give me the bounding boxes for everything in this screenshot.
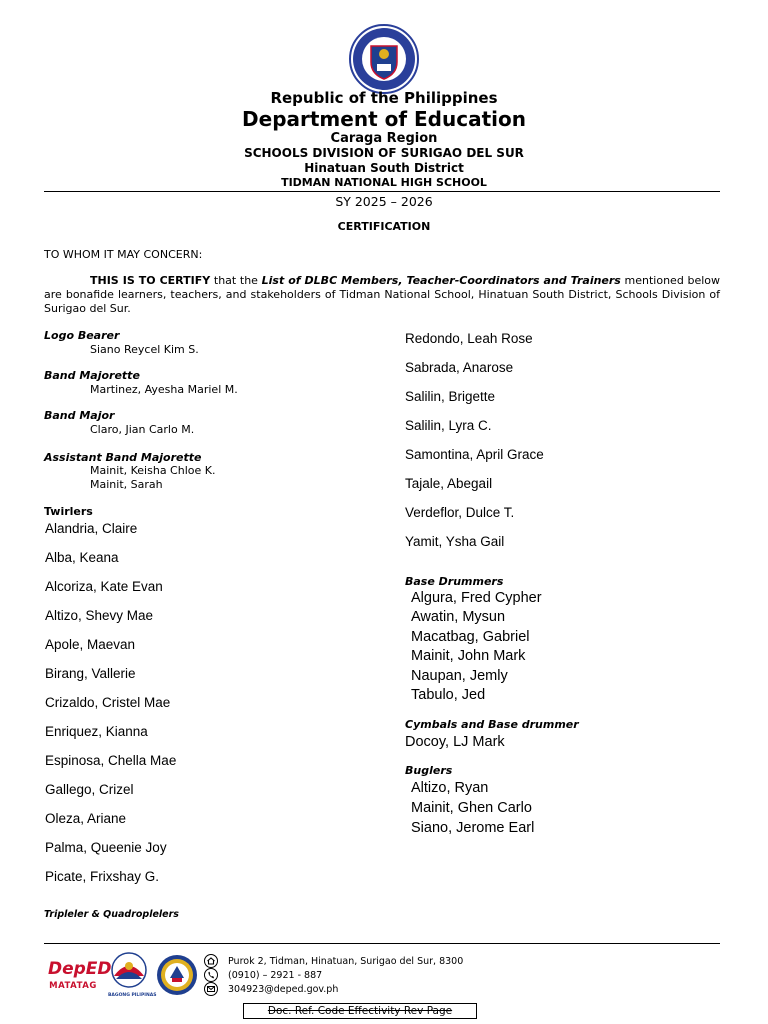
home-icon — [204, 954, 218, 968]
intro-paragraph — [44, 274, 720, 316]
intro-rest: mentioned below are bonafide learners, teachers, and stakeholders of Tidman National School, Hinatuan South District, Schools Division of Surigao del Sur. — [44, 274, 720, 315]
role-band-major: Band Major — [44, 409, 115, 422]
role-logo-bearer: Logo Bearer — [44, 329, 120, 342]
member-name: Alcoriza, Kate Evan — [45, 579, 163, 594]
member-name: Altizo, Ryan — [411, 780, 489, 796]
role-cymbals: Cymbals and Base drummer — [405, 718, 579, 731]
member-name: Mainit, Sarah — [90, 478, 163, 491]
bagong-pilipinas-icon — [108, 951, 150, 989]
member-name: Alba, Keana — [45, 550, 119, 565]
deped-logo-text: DepED — [48, 959, 112, 979]
member-name: Mainit, John Mark — [411, 648, 526, 664]
member-name: Yamit, Ysha Gail — [405, 534, 505, 549]
member-name: Mainit, Ghen Carlo — [411, 800, 532, 816]
doc-ref-box: Doc. Ref. Code Effectivity Rev Page — [243, 1003, 477, 1019]
member-name: Birang, Vallerie — [45, 666, 136, 681]
footer-address: Purok 2, Tidman, Hinatuan, Surigao del Sur, 8300 — [228, 956, 464, 967]
role-buglers: Buglers — [405, 764, 453, 777]
member-name: Palma, Queenie Joy — [45, 840, 167, 855]
republic-heading: Republic of the Philippines — [270, 89, 498, 107]
member-name: Enriquez, Kianna — [45, 724, 148, 739]
member-name: Claro, Jian Carlo M. — [90, 423, 195, 436]
member-name: Salilin, Lyra C. — [405, 418, 492, 433]
member-name: Picate, Frixshay G. — [45, 869, 160, 884]
district-heading: Hinatuan South District — [304, 161, 464, 175]
deped-matatag-logo — [48, 955, 112, 999]
bagong-pilipinas-text: BAGONG PILIPINAS — [108, 993, 157, 998]
member-name: Samontina, April Grace — [405, 447, 544, 462]
certify-lead: THIS IS TO CERTIFY — [90, 274, 211, 287]
role-base-drummers: Base Drummers — [405, 575, 504, 588]
matatag-logo-text: MATATAG — [49, 981, 97, 991]
member-name: Tajale, Abegail — [405, 476, 493, 491]
role-band-majorette: Band Majorette — [44, 369, 140, 382]
list-name: List of DLBC Members, Teacher-Coordinators and Trainers — [261, 274, 621, 287]
region-heading: Caraga Region — [330, 131, 438, 146]
salutation: TO WHOM IT MAY CONCERN: — [44, 248, 203, 261]
member-name: Martinez, Ayesha Mariel M. — [90, 383, 238, 396]
member-name: Macatbag, Gabriel — [411, 629, 530, 645]
member-name: Gallego, Crizel — [45, 782, 134, 797]
phone-icon — [204, 968, 218, 982]
certification-title: CERTIFICATION — [337, 220, 431, 233]
member-name: Siano, Jerome Earl — [411, 820, 535, 836]
email-icon — [204, 982, 218, 996]
role-twirlers: Twirlers — [44, 505, 93, 518]
member-name: Awatin, Mysun — [411, 609, 506, 625]
school-heading: TIDMAN NATIONAL HIGH SCHOOL — [281, 176, 487, 189]
member-name: Algura, Fred Cypher — [411, 590, 542, 606]
member-name: Espinosa, Chella Mae — [45, 753, 177, 768]
school-seal-icon — [156, 954, 198, 996]
footer-phone: (0910) – 2921 - 887 — [228, 970, 323, 981]
member-name: Oleza, Ariane — [45, 811, 127, 826]
member-name: Sabrada, Anarose — [405, 360, 514, 375]
footer-divider — [44, 943, 720, 944]
member-name: Altizo, Shevy Mae — [45, 608, 154, 623]
intro-text: that the — [210, 274, 262, 287]
division-heading: SCHOOLS DIVISION OF SURIGAO DEL SUR — [244, 146, 524, 160]
school-year: SY 2025 – 2026 — [335, 194, 433, 209]
member-name: Salilin, Brigette — [405, 389, 496, 404]
member-name: Verdeflor, Dulce T. — [405, 505, 515, 520]
member-name: Siano Reycel Kim S. — [90, 343, 199, 356]
header-divider — [44, 191, 720, 192]
deped-seal-icon — [349, 24, 419, 94]
member-name: Mainit, Keisha Chloe K. — [90, 464, 216, 477]
member-name: Alandria, Claire — [45, 521, 138, 536]
role-tripleler: Tripleler & Quadroplelers — [44, 909, 179, 920]
member-name: Redondo, Leah Rose — [405, 331, 533, 346]
bagong-pilipinas-logo — [108, 951, 157, 999]
role-assistant-band-majorette: Assistant Band Majorette — [44, 451, 202, 464]
member-name: Docoy, LJ Mark — [405, 734, 505, 750]
footer-email: 304923@deped.gov.ph — [228, 984, 339, 995]
member-name: Apole, Maevan — [45, 637, 136, 652]
member-name: Crizaldo, Cristel Mae — [45, 695, 171, 710]
member-name: Naupan, Jemly — [411, 668, 508, 684]
member-name: Tabulo, Jed — [411, 687, 486, 703]
department-heading: Department of Education — [242, 107, 526, 131]
